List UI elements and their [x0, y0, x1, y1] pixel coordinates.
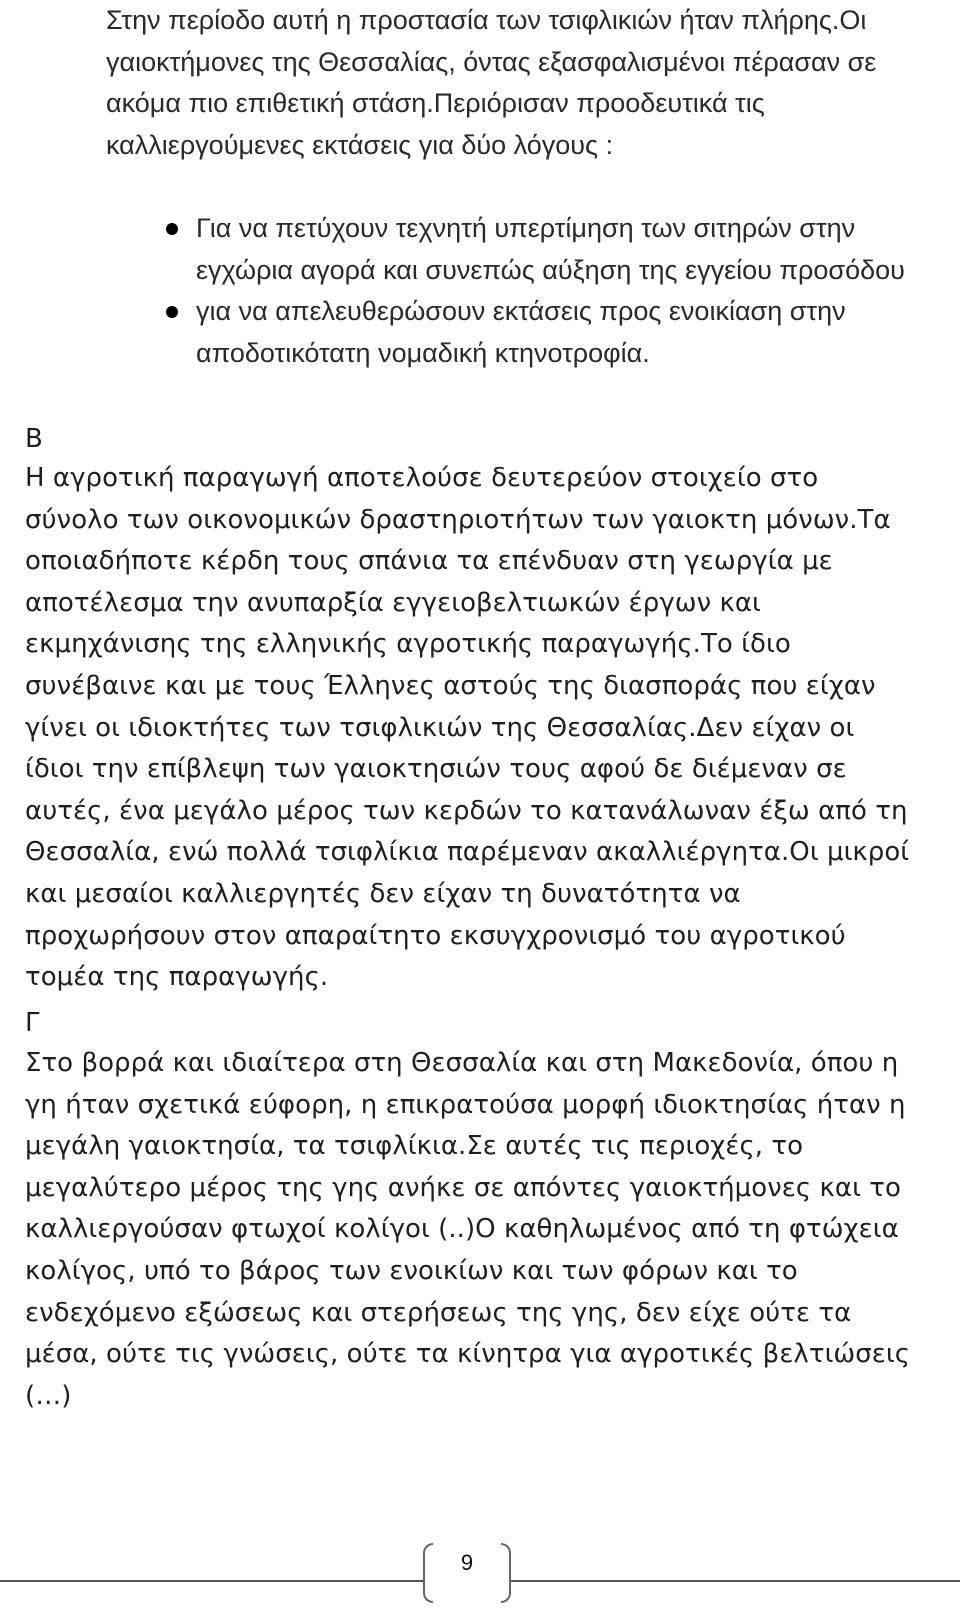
section-g-paragraph: Στο βορρά και ιδιαίτερα στη Θεσσαλία και στη Μακεδονία, όπου η γη ήταν σχετικά εύφορη, η επικρατούσα μορφή ιδιοκτησίας ήταν η μεγάλη γαιοκτησία, τα τσιφλίκια.Σε αυτές τις περιοχές, το μεγαλύτερο μέρος της γης ανήκε σε απόντες γαιοκτήμονες και το καλλιεργούσαν φτωχοί κολίγοι (..)Ο καθηλωμένος από τη φτώχεια κολίγος, υπό το βάρος των ενοικίων και των φόρων και το ενδεχόμενο εξώσεως και στερήσεως της γης, δεν είχε ούτε τα μέσα, ούτε τις γνώσεις, ούτε τα κίνητρα για αγροτικές βελτιώσεις (…) [25, 1048, 911, 1411]
list-item [166, 291, 906, 374]
bullet-icon [166, 306, 178, 318]
bullet-text: για να απελευθερώσουν εκτάσεις προς ενοικίαση στην αποδοτικότατη νομαδική κτηνοτροφία. [196, 296, 846, 368]
bullet-icon [166, 223, 178, 235]
intro-paragraph: Στην περίοδο αυτή η προστασία των τσιφλικιών ήταν πλήρης.Οι γαιοκτήμονες της Θεσσαλίας, όντας εξασφαλισμένοι πέρασαν σε ακόμα πιο επιθετική στάση.Περιόρισαν προοδευτικά τις καλλιεργούμενες εκτάσεις για δύο λόγους : [106, 5, 877, 160]
left-brace-icon [423, 1543, 433, 1603]
section-g-heading: Γ [25, 1008, 40, 1038]
page-number: 9 [460, 1550, 474, 1575]
list-item [166, 208, 906, 291]
right-brace-icon [501, 1543, 511, 1603]
section-b-heading: Β [25, 424, 43, 454]
bullet-list [166, 208, 906, 374]
bullet-text: Για να πετύχουν τεχνητή υπερτίμηση των σιτηρών στην εγχώρια αγορά και συνεπώς αύξηση της εγγείου προσόδου [196, 213, 905, 285]
section-b-paragraph: Η αγροτική παραγωγή αποτελούσε δευτερεύον στοιχείο στο σύνολο των οικονομικών δραστηριοτήτων των γαιοκτη μόνων.Τα οποιαδήποτε κέρδη τους σπάνια τα επένδυαν στη γεωργία με αποτέλεσμα την ανυπαρξία εγγειοβελτιωκών έργων και εκμηχάνισης της ελληνικής αγροτικής παραγωγής.Το ίδιο συνέβαινε και με τους Έλληνες αστούς της διασποράς που είχαν γίνει οι ιδιοκτήτες των τσιφλικιών της Θεσσαλίας.Δεν είχαν οι ίδιοι την επίβλεψη των γαιοκτησιών τους αφού δε διέμεναν σε αυτές, ένα μεγάλο μέρος των κερδών το κατανάλωναν έξω από τη Θεσσαλία, ενώ πολλά τσιφλίκια παρέμεναν ακαλλιέργητα.Οι μικροί και μεσαίοι καλλιεργητές δεν είχαν τη δυνατότητα να προχωρήσουν στον απαραίτητο εκσυγχρονισμό του αγροτικού τομέα της παραγωγής. [25, 463, 910, 993]
